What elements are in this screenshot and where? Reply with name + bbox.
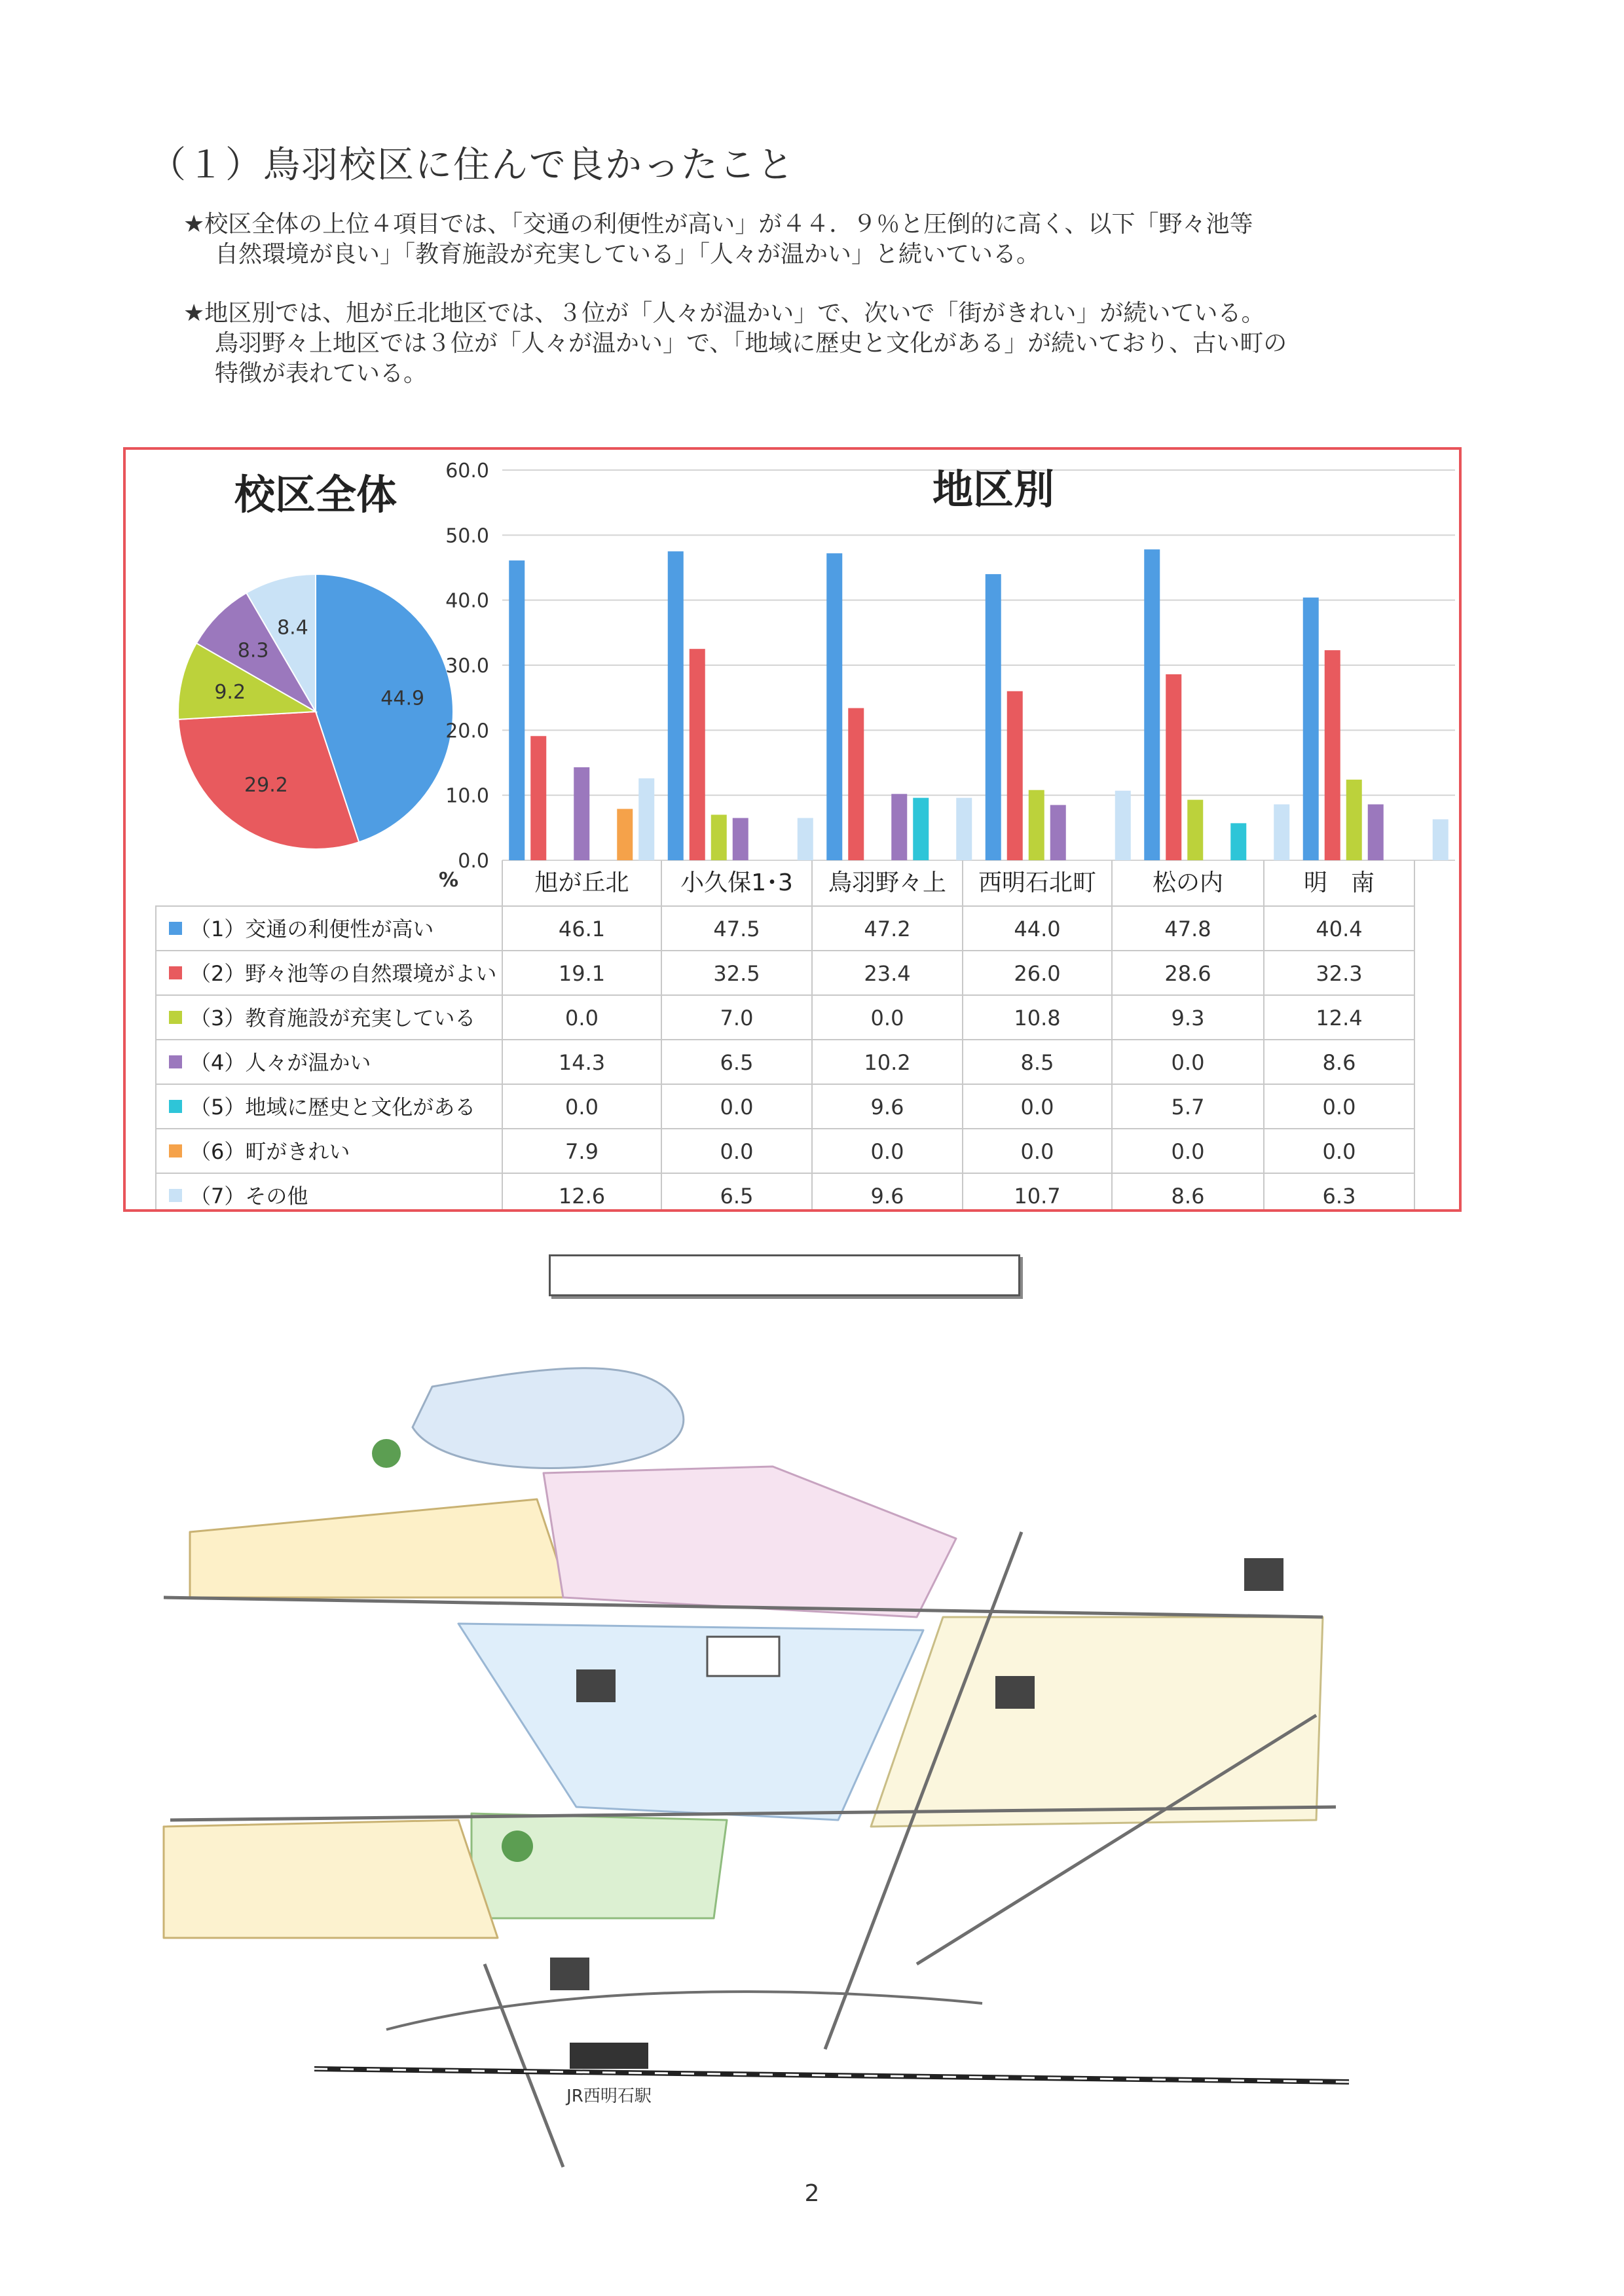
- bar-5-1: [1325, 650, 1340, 860]
- legend-label-5: （6）町がきれい: [190, 1139, 350, 1164]
- category-label-5: 明 南: [1303, 869, 1375, 896]
- data-label-4-1: 0.0: [720, 1095, 754, 1120]
- data-label-0-2: 47.2: [864, 917, 911, 941]
- pie-label-2: 9.2: [214, 681, 246, 704]
- data-label-2-2: 0.0: [870, 1006, 904, 1030]
- zone-meinan: [544, 1467, 956, 1617]
- bar-4-4: [1230, 823, 1246, 860]
- bar-0-0: [509, 560, 525, 860]
- y-tick-label-2: 20.0: [445, 720, 489, 743]
- bar-0-6: [638, 778, 654, 860]
- pie-title: 校区全体: [234, 471, 397, 519]
- bar-2-1: [848, 708, 864, 860]
- data-label-3-3: 8.5: [1020, 1050, 1054, 1075]
- data-label-1-0: 19.1: [558, 961, 606, 986]
- road-3: [825, 1532, 1022, 2049]
- legend-swatch-3: [169, 1055, 182, 1068]
- bar-2-6: [956, 798, 972, 860]
- data-label-5-3: 0.0: [1020, 1139, 1054, 1164]
- bar-3-0: [986, 574, 1001, 860]
- data-label-1-4: 28.6: [1164, 961, 1211, 986]
- bar-4-6: [1274, 805, 1289, 860]
- zone-south-west: [164, 1820, 498, 1938]
- summary-bullet-1: [183, 210, 1493, 270]
- park-tree-2: [372, 1439, 401, 1468]
- y-tick-label-4: 40.0: [445, 589, 489, 613]
- pond-area: [413, 1368, 684, 1468]
- bar-3-6: [1115, 791, 1131, 860]
- bullet-2-line-1: ★地区別では、旭が丘北地区では、３位が「人々が温かい」で、次いで「街がきれい」が続いている。: [183, 300, 1265, 327]
- pie-label-4: 8.4: [277, 616, 308, 640]
- category-label-3: 西明石北町: [978, 869, 1097, 896]
- hall-building: [995, 1676, 1035, 1709]
- bar-2-4: [913, 798, 929, 860]
- data-label-0-5: 40.4: [1316, 917, 1363, 941]
- data-label-3-2: 10.2: [864, 1050, 911, 1075]
- bar-1-1: [690, 649, 705, 860]
- bar-3-2: [1029, 790, 1044, 860]
- bar-1-0: [668, 551, 684, 860]
- bar-2-3: [891, 794, 907, 860]
- zone-east: [871, 1617, 1323, 1827]
- bullet-2-line-2: 鳥羽野々上地区では３位が「人々が温かい」で、「地域に歴史と文化がある」が続いており、古い町の: [215, 330, 1287, 357]
- road-4: [917, 1715, 1316, 1964]
- y-tick-label-1: 10.0: [445, 784, 489, 808]
- legend-label-4: （5）地域に歴史と文化がある: [190, 1095, 476, 1120]
- survey-chart: [126, 450, 1459, 1209]
- road-5: [485, 1964, 563, 2167]
- data-label-0-0: 46.1: [558, 917, 606, 941]
- pie-label-3: 8.3: [237, 639, 269, 663]
- railway: [314, 2069, 1349, 2082]
- station-building: [570, 2043, 648, 2069]
- data-label-4-5: 0.0: [1322, 1095, 1356, 1120]
- bullet-1-line-2: 自然環境が良い」「教育施設が充実している」「人々が温かい」と続いている。: [215, 241, 1041, 268]
- road-1: [164, 1597, 1323, 1617]
- bar-5-2: [1346, 780, 1362, 860]
- legend-swatch-0: [169, 922, 182, 935]
- data-label-6-0: 12.6: [558, 1184, 606, 1209]
- category-label-4: 松の内: [1152, 869, 1224, 896]
- y-tick-label-0: 0.0: [458, 850, 489, 873]
- hall-building-2: [576, 1669, 616, 1702]
- data-label-1-3: 26.0: [1014, 961, 1061, 986]
- data-label-5-0: 7.9: [565, 1139, 599, 1164]
- data-label-0-4: 47.8: [1164, 917, 1211, 941]
- pie-label-0: 44.9: [380, 687, 425, 710]
- park-tree: [502, 1831, 533, 1862]
- road-6: [386, 1992, 982, 2030]
- data-label-2-1: 7.0: [720, 1006, 754, 1030]
- station-label: JR西明石駅: [566, 2086, 652, 2106]
- bullet-2-line-3: 特徴が表れている。: [215, 360, 428, 387]
- page-heading: （１）鳥羽校区に住んで良かったこと: [149, 144, 795, 187]
- data-label-2-4: 9.3: [1171, 1006, 1205, 1030]
- data-label-5-1: 0.0: [720, 1139, 754, 1164]
- data-label-6-3: 10.7: [1014, 1184, 1061, 1209]
- data-label-2-3: 10.8: [1014, 1006, 1061, 1030]
- category-label-2: 鳥羽野々上: [828, 869, 947, 896]
- bar-0-5: [617, 809, 633, 860]
- bar-5-0: [1303, 598, 1319, 860]
- legend-swatch-2: [169, 1011, 182, 1024]
- hall-building-4: [550, 1958, 589, 1990]
- data-label-5-2: 0.0: [870, 1139, 904, 1164]
- summary-bullet-2: [183, 299, 1493, 389]
- data-label-6-2: 9.6: [870, 1184, 904, 1209]
- data-label-1-1: 32.5: [713, 961, 760, 986]
- data-label-0-1: 47.5: [713, 917, 760, 941]
- bar-0-1: [530, 736, 546, 860]
- legend-label-6: （7）その他: [190, 1184, 308, 1209]
- data-label-1-2: 23.4: [864, 961, 911, 986]
- data-label-6-1: 6.5: [720, 1184, 754, 1209]
- bar-5-6: [1433, 819, 1449, 860]
- bar-0-3: [574, 767, 589, 860]
- legend-label-2: （3）教育施設が充実している: [190, 1006, 476, 1030]
- data-label-4-0: 0.0: [565, 1095, 599, 1120]
- data-label-0-3: 44.0: [1014, 917, 1061, 941]
- legend-swatch-5: [169, 1144, 182, 1157]
- bar-3-3: [1050, 805, 1066, 860]
- legend-swatch-1: [169, 966, 182, 979]
- rail-ties: [314, 2069, 1349, 2082]
- category-label-0: 旭が丘北: [534, 869, 629, 896]
- bar-1-6: [798, 818, 813, 860]
- survey-chart-panel: [123, 447, 1462, 1212]
- data-label-6-4: 8.6: [1171, 1184, 1205, 1209]
- bar-4-2: [1187, 800, 1203, 860]
- legend-label-0: （1）交通の利便性が高い: [190, 917, 434, 941]
- legend-swatch-4: [169, 1100, 182, 1113]
- y-tick-label-3: 30.0: [445, 655, 489, 678]
- map-landmarks: [372, 1439, 1283, 2106]
- legend-label-3: （4）人々が温かい: [190, 1050, 371, 1075]
- data-label-3-1: 6.5: [720, 1050, 754, 1075]
- data-label-5-4: 0.0: [1171, 1139, 1205, 1164]
- school-building: [707, 1637, 779, 1676]
- y-tick-label-6: 60.0: [445, 460, 489, 483]
- data-label-5-5: 0.0: [1322, 1139, 1356, 1164]
- data-label-2-0: 0.0: [565, 1006, 599, 1030]
- data-label-1-5: 32.3: [1316, 961, 1363, 986]
- pie-label-1: 29.2: [244, 774, 288, 797]
- bar-3-1: [1007, 691, 1023, 860]
- data-label-4-4: 5.7: [1171, 1095, 1205, 1120]
- data-label-4-3: 0.0: [1020, 1095, 1054, 1120]
- category-label-1: 小久保1･3: [680, 869, 793, 896]
- data-label-3-0: 14.3: [558, 1050, 606, 1075]
- data-label-6-5: 6.3: [1322, 1184, 1356, 1209]
- legend-swatch-6: [169, 1189, 182, 1202]
- zone-center: [458, 1624, 923, 1820]
- data-label-3-5: 8.6: [1322, 1050, 1356, 1075]
- data-label-4-2: 9.6: [870, 1095, 904, 1120]
- hall-building-3: [1244, 1558, 1283, 1591]
- bar-5-3: [1368, 805, 1384, 860]
- data-label-2-5: 12.4: [1316, 1006, 1363, 1030]
- y-unit-label: %: [438, 869, 458, 892]
- bar-title: 地区別: [932, 465, 1055, 513]
- page-number: 2: [804, 2180, 820, 2207]
- y-tick-label-5: 50.0: [445, 524, 489, 548]
- zone-north-west: [190, 1499, 570, 1597]
- bar-4-0: [1144, 549, 1160, 860]
- map-title-box: [549, 1254, 1020, 1296]
- bar-2-0: [826, 553, 842, 860]
- bullet-1-line-1: ★校区全体の上位４項目では、「交通の利便性が高い」が４４．９％と圧倒的に高く、以下「野々池等: [183, 211, 1253, 238]
- bar-1-2: [711, 814, 727, 860]
- bar-1-3: [733, 818, 748, 860]
- zone-park: [471, 1813, 727, 1918]
- map-drawing: [164, 1368, 1349, 2167]
- legend-label-1: （2）野々池等の自然環境がよい: [190, 961, 497, 986]
- bar-4-1: [1166, 674, 1181, 860]
- road-2: [170, 1807, 1336, 1820]
- data-label-3-4: 0.0: [1171, 1050, 1205, 1075]
